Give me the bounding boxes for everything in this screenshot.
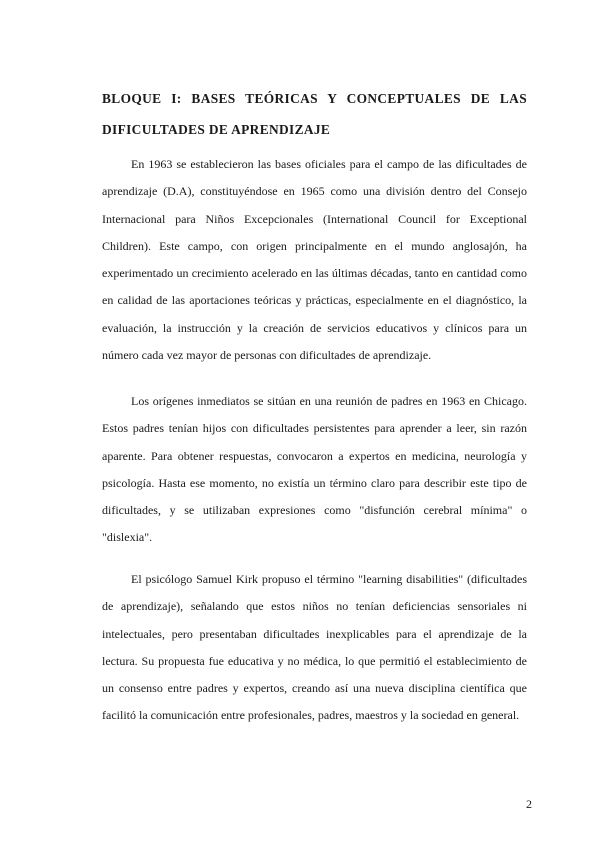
section-heading: BLOQUE I: BASES TEÓRICAS Y CONCEPTUALES DE LAS DIFICULTADES DE APRENDIZAJE bbox=[102, 91, 527, 137]
paragraph-chicago-meeting: Los orígenes inmediatos se sitúan en una reunión de padres en 1963 en Chicago. Estos padres tenían hijos con dificultades persistentes para aprender a leer, sin razón aparente. Para obtener respuestas, convocaron a expertos en medicina, neurología y psicología. Hasta ese momento, no existía un término claro para describir este tipo de dificultades, y se utilizaban expresiones como "disfunción cerebral mínima" o "dislexia". bbox=[102, 394, 527, 545]
page-number: 2 bbox=[526, 797, 532, 811]
paragraph-origins-1963: En 1963 se establecieron las bases oficiales para el campo de las dificultades de aprendizaje (D.A), constituyéndose en 1965 como una división dentro del Consejo Internacional para Niños Excepcionales (International Council for Exceptional Children). Este campo, con origen principalmente en el mundo anglosajón, ha experimentado un crecimiento acelerado en las últimas décadas, tanto en cantidad como en calidad de las aportaciones teóricas y prácticas, especialmente en el diagnóstico, la evaluación, la instrucción y la creación de servicios educativos y clínicos para un número cada vez mayor de personas con dificultades de aprendizaje. bbox=[102, 157, 527, 363]
paragraph-samuel-kirk: El psicólogo Samuel Kirk propuso el término "learning disabilities" (dificultades de aprendizaje), señalando que estos niños no tenían deficiencias sensoriales ni intelectuales, pero presentaban dificultades inexplicables para el aprendizaje de la lectura. Su propuesta fue educativa y no médica, lo que permitió el establecimiento de un consenso entre padres y expertos, creando así una nueva disciplina científica que facilitó la comunicación entre profesionales, padres, maestros y la sociedad en general. bbox=[102, 572, 527, 723]
